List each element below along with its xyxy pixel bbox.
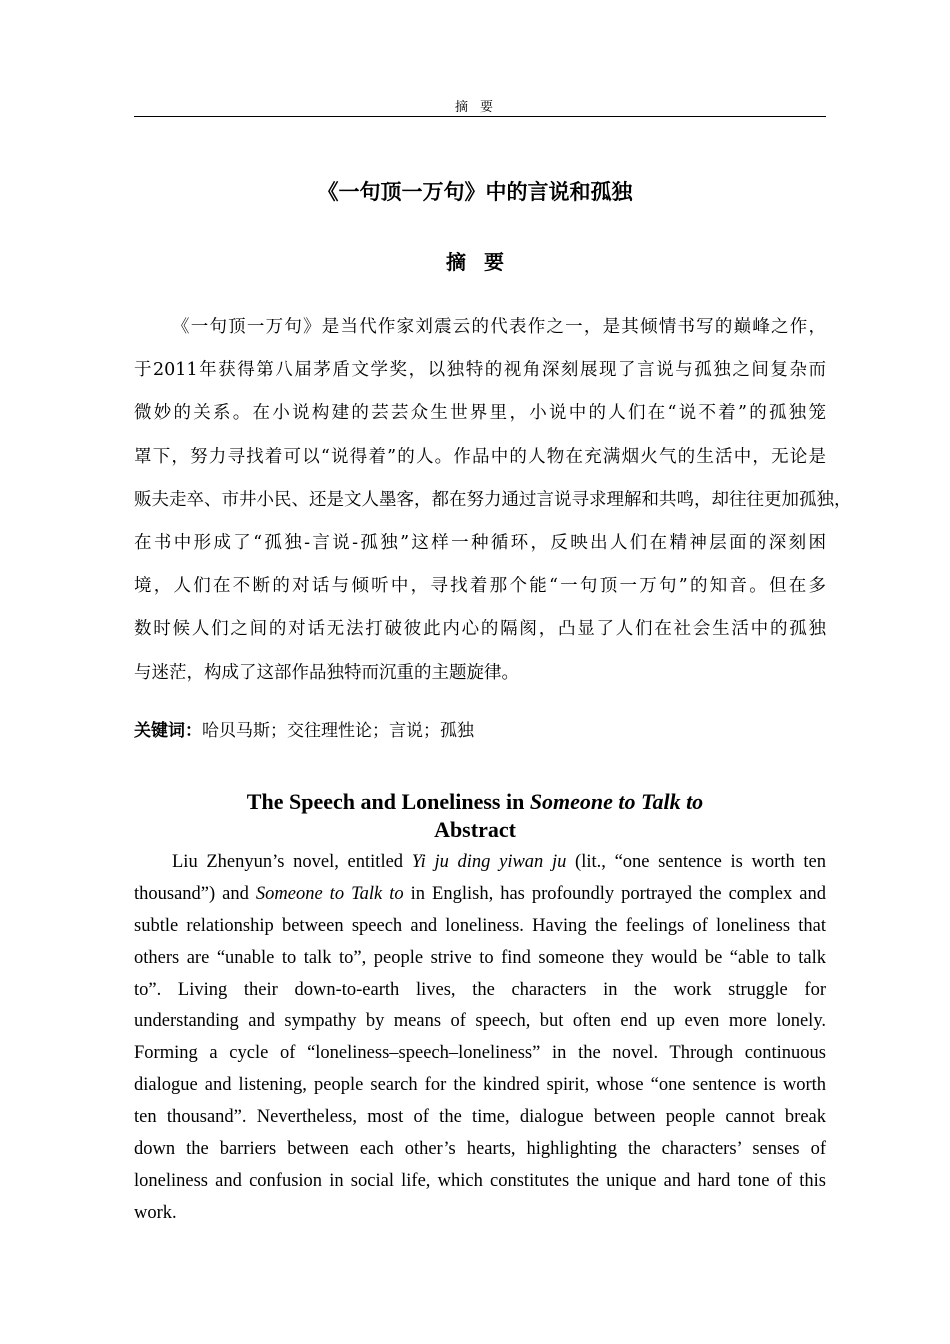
- text-segment: work.: [134, 1202, 177, 1223]
- text-line: 贩夫走卒、市井小民、还是文人墨客，都在努力通过言说寻求理解和共鸣，却往往更加孤独，: [134, 489, 852, 510]
- keywords-list: 哈贝马斯；交往理性论；言说；孤独: [202, 721, 474, 741]
- text-line: [134, 977, 826, 1009]
- keywords-label: 关键词：: [134, 721, 202, 741]
- text-line: 微妙的关系。在小说构建的芸芸众生世界里，小说中的人们在“说不着”的孤独笼: [134, 403, 826, 424]
- text-line: [134, 1040, 826, 1072]
- text-segment: dialogue and listening, people search for the kindred spirit, whose “one sentence is worth: [134, 1075, 826, 1096]
- text-line: [134, 1136, 826, 1168]
- text-segment: ten thousand”. Nevertheless, most of the time, dialogue between people cannot break: [134, 1107, 826, 1128]
- text-line: 于2011年获得第八届茅盾文学奖，以独特的视角深刻展现了言说与孤独之间复杂而: [134, 360, 826, 381]
- text-segment: Forming a cycle of “loneliness–speech–loneliness” in the novel. Through continuous: [134, 1043, 826, 1064]
- text-segment: down the barriers between each other’s hearts, highlighting the characters’ senses of: [134, 1139, 826, 1160]
- italic-title: Someone to Talk to: [255, 883, 404, 904]
- english-title-plain: The Speech and Loneliness in: [246, 789, 530, 814]
- text-line: 与迷茫，构成了这部作品独特而沉重的主题旋律。: [134, 662, 519, 683]
- text-line: [134, 945, 826, 977]
- english-title-italic: Someone to Talk to: [529, 789, 704, 814]
- english-title: [0, 789, 950, 815]
- italic-title: Yi ju ding yiwan ju: [411, 852, 567, 872]
- text-line: [134, 1072, 826, 1104]
- text-segment: subtle relationship between speech and loneliness. Having the feelings of loneliness that: [134, 915, 826, 936]
- header-rule: [134, 116, 826, 117]
- text-segment: thousand”) and: [134, 883, 256, 904]
- chinese-abstract-heading: 摘要: [446, 250, 522, 274]
- text-segment: others are “unable to talk to”, people strive to find someone they would be “able to talk: [134, 947, 826, 968]
- text-segment: to”. Living their down-to-earth lives, the characters in the work struggle for: [134, 979, 826, 1000]
- text-segment: Liu Zhenyun’s novel, entitled: [172, 852, 412, 872]
- running-header: 摘要: [454, 100, 505, 115]
- text-line: [134, 881, 826, 913]
- english-abstract-heading: Abstract: [434, 817, 516, 842]
- text-line: [134, 1104, 826, 1136]
- text-segment: loneliness and confusion in social life, which constitutes the unique and hard tone of this: [134, 1170, 826, 1191]
- text-segment: in English, has profoundly portrayed the complex and: [403, 883, 826, 904]
- text-line: [134, 913, 826, 945]
- text-line: 数时候人们之间的对话无法打破彼此内心的隔阂，凸显了人们在社会生活中的孤独: [134, 619, 826, 640]
- text-line: 罩下，努力寻找着可以“说得着”的人。作品中的人物在充满烟火气的生活中，无论是: [134, 446, 826, 467]
- text-segment: understanding and sympathy by means of speech, but often end up even more lonely.: [134, 1011, 826, 1032]
- text-line: 《一句顶一万句》是当代作家刘震云的代表作之一，是其倾情书写的巅峰之作，: [172, 317, 826, 337]
- text-line: [134, 1200, 826, 1232]
- keywords: [134, 716, 474, 741]
- text-line: [134, 1168, 826, 1200]
- text-segment: (lit., “one sentence is worth ten: [566, 852, 826, 872]
- text-line: 境，人们在不断的对话与倾听中，寻找着那个能“一句顶一万句”的知音。但在多: [134, 576, 826, 597]
- chinese-abstract-body: [134, 314, 852, 703]
- text-line: [134, 849, 826, 881]
- text-line: 在书中形成了“孤独-言说-孤独”这样一种循环，反映出人们在精神层面的深刻困: [134, 532, 826, 553]
- text-line: [134, 1008, 826, 1040]
- chinese-title: 《一句顶一万句》中的言说和孤独: [317, 180, 633, 204]
- english-abstract-body: [134, 849, 826, 1232]
